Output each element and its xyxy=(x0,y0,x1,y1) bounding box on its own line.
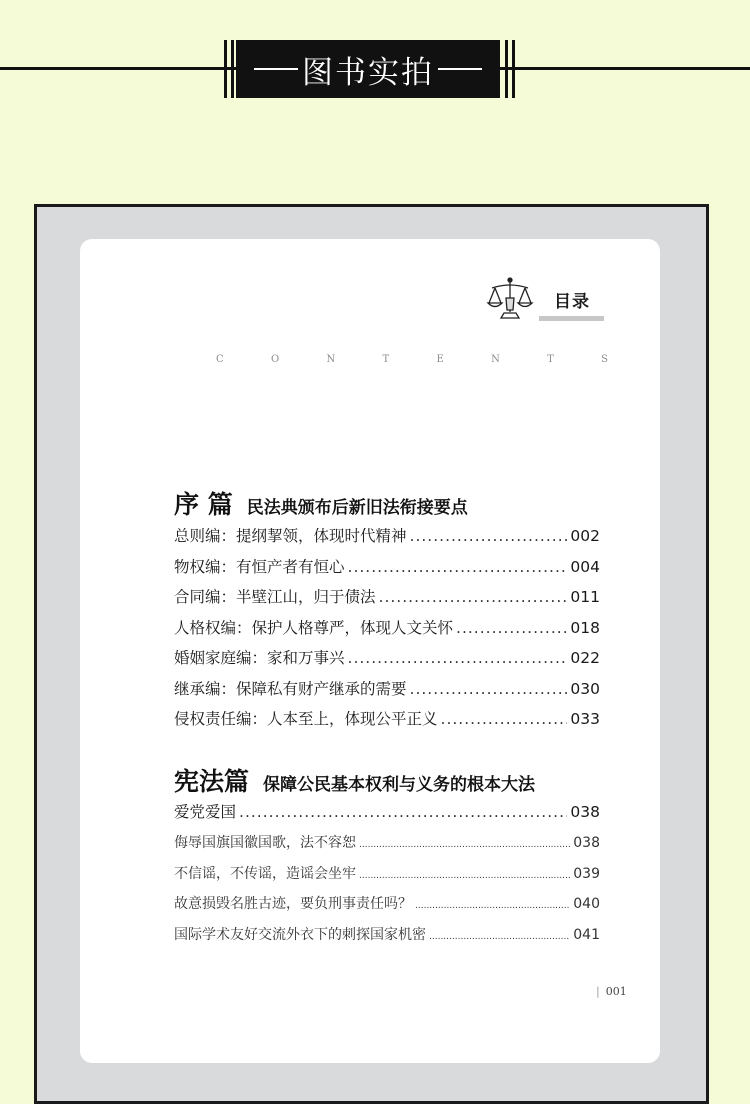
toc-entry-title: 侮辱国旗国徽国歌，法不容恕 xyxy=(174,835,356,851)
toc-entry-page: 039 xyxy=(573,865,600,882)
toc-entry-title: 婚姻家庭编：家和万事兴 xyxy=(174,649,345,667)
banner-right-bar-inner xyxy=(505,40,508,98)
leader-dots xyxy=(379,588,568,606)
toc-entry-page: 022 xyxy=(570,649,600,667)
contents-letter: E xyxy=(436,354,444,365)
toc-entry[interactable] xyxy=(174,555,600,586)
toc-entry[interactable] xyxy=(174,616,600,647)
section-prefix: 序 篇 xyxy=(174,490,233,519)
toc-entry-page: 030 xyxy=(570,679,600,698)
leader-dots xyxy=(359,840,570,850)
contents-letter: N xyxy=(326,354,336,365)
leader-dots xyxy=(348,649,568,667)
toc-entry-page: 038 xyxy=(573,835,600,851)
banner-left-bar-inner xyxy=(231,40,234,98)
toc-subentry[interactable] xyxy=(174,924,600,955)
banner-dash-right xyxy=(438,68,482,70)
leader-dots xyxy=(348,558,568,576)
toc-entry[interactable] xyxy=(174,707,600,738)
toc-entry-title: 继承编：保障私有财产继承的需要 xyxy=(174,679,407,698)
leader-dots xyxy=(410,680,568,698)
leader-dots xyxy=(410,527,568,545)
banner-dash-left xyxy=(254,68,298,70)
folio-number: 001 xyxy=(605,985,627,998)
toc-entry-title: 人格权编：保护人格尊严，体现人文关怀 xyxy=(174,618,454,637)
leader-dots xyxy=(359,871,570,881)
toc-entry[interactable] xyxy=(174,800,600,831)
contents-letter: S xyxy=(601,354,608,365)
banner-right-bar xyxy=(512,40,515,98)
toc-entry[interactable] xyxy=(174,646,600,677)
folio-separator: | xyxy=(596,985,600,998)
toc-entry-title: 国际学术友好交流外衣下的刺探国家机密 xyxy=(174,926,426,943)
toc-entry-page: 040 xyxy=(573,896,600,912)
toc-entry-page: 011 xyxy=(570,588,600,606)
contents-letter: T xyxy=(547,354,554,365)
contents-label xyxy=(216,354,608,365)
section-heading-preface xyxy=(174,485,468,521)
leader-dots xyxy=(415,901,570,911)
toc-entry[interactable] xyxy=(174,677,600,708)
toc-list-preface xyxy=(174,524,600,738)
toc-entry-title: 总则编：提纲挈领，体现时代精神 xyxy=(174,527,407,545)
banner-left-bar xyxy=(224,40,227,98)
contents-letter: N xyxy=(491,354,500,365)
toc-entry-title: 爱党爱国 xyxy=(174,803,237,821)
toc-entry-title: 物权编：有恒产者有恒心 xyxy=(174,557,345,576)
toc-entry[interactable] xyxy=(174,524,600,555)
toc-entry-page: 038 xyxy=(570,803,600,821)
toc-entry[interactable] xyxy=(174,585,600,616)
banner-title: 图书实拍 xyxy=(302,54,434,91)
leader-dots xyxy=(429,932,570,942)
toc-entry-page: 004 xyxy=(570,557,600,576)
toc-entry-title: 故意损毁名胜古迹，要负刑事责任吗？ xyxy=(174,896,412,912)
toc-entry-title: 不信谣，不传谣，造谣会坐牢 xyxy=(174,865,356,882)
toc-entry-page: 018 xyxy=(570,618,600,637)
toc-entry-page: 033 xyxy=(570,710,600,728)
toc-entry-title: 侵权责任编：人本至上，体现公平正义 xyxy=(174,710,438,728)
toc-subentry[interactable] xyxy=(174,832,600,863)
section-prefix: 宪法篇 xyxy=(174,767,250,796)
scales-of-justice-icon xyxy=(486,276,534,322)
contents-letter: C xyxy=(216,354,224,365)
toc-list-constitution xyxy=(174,832,600,954)
toc-title: 目录 xyxy=(554,292,590,312)
toc-entry-page: 041 xyxy=(573,926,600,943)
page-folio xyxy=(596,985,627,998)
toc-title-underline xyxy=(539,316,604,321)
toc-subentry[interactable] xyxy=(174,893,600,924)
toc-entry-page: 002 xyxy=(570,527,600,545)
leader-dots xyxy=(441,710,568,728)
contents-letter: T xyxy=(382,354,390,365)
section-subtitle: 民法典颁布后新旧法衔接要点 xyxy=(246,498,468,518)
toc-main-entry xyxy=(174,800,600,831)
leader-dots xyxy=(456,619,567,637)
contents-letter: O xyxy=(270,354,280,365)
section-subtitle: 保障公民基本权利与义务的根本大法 xyxy=(263,775,536,795)
toc-entry-title: 合同编：半壁江山，归于债法 xyxy=(174,588,376,606)
banner xyxy=(236,40,500,98)
toc-subentry[interactable] xyxy=(174,863,600,894)
leader-dots xyxy=(239,803,567,821)
section-heading-constitution xyxy=(174,762,535,798)
